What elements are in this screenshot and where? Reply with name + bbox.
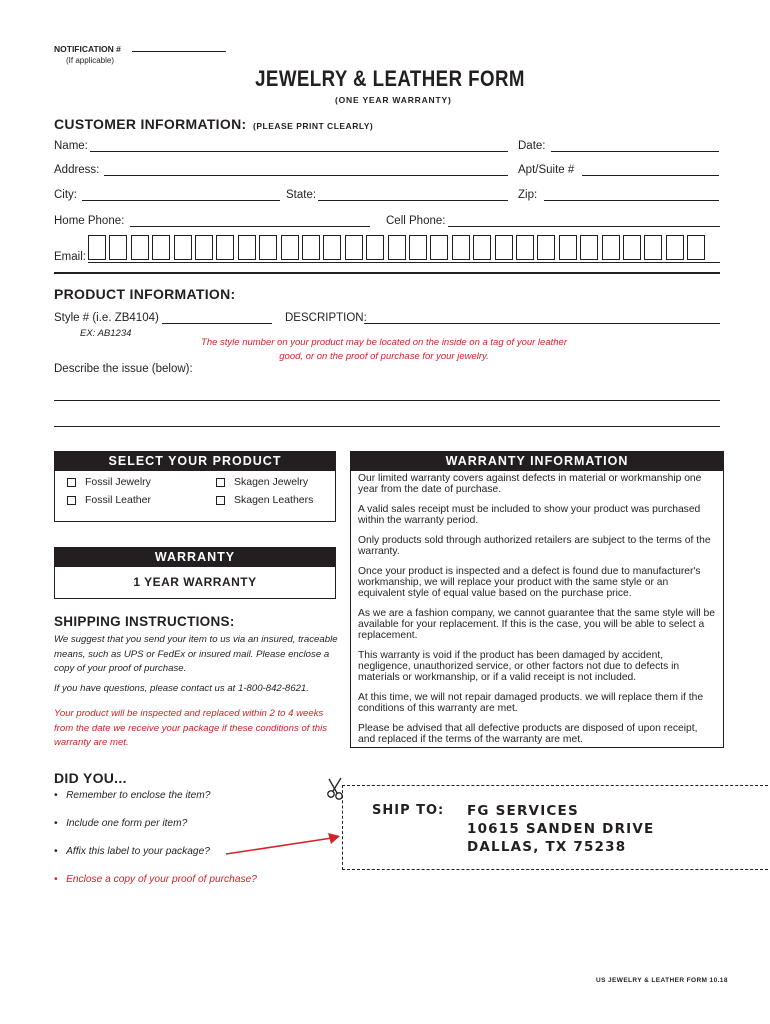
notification-field[interactable] bbox=[132, 51, 226, 52]
email-char-box[interactable] bbox=[452, 235, 470, 260]
select-product-box bbox=[54, 451, 336, 522]
email-char-box[interactable] bbox=[259, 235, 277, 260]
email-char-box[interactable] bbox=[366, 235, 384, 260]
email-char-box[interactable] bbox=[302, 235, 320, 260]
warranty-paragraph: Please be advised that all defective products are disposed of upon receipt, and replaced if the terms of the warranty are met. bbox=[358, 723, 698, 745]
address-field[interactable] bbox=[104, 175, 508, 176]
checkbox-icon[interactable] bbox=[67, 478, 76, 487]
email-char-box[interactable] bbox=[666, 235, 684, 260]
email-char-box[interactable] bbox=[602, 235, 620, 260]
describe-line-2[interactable] bbox=[54, 426, 720, 427]
shipping-heading: SHIPPING INSTRUCTIONS: bbox=[54, 614, 235, 629]
cell-phone-field[interactable] bbox=[448, 226, 720, 227]
apt-field[interactable] bbox=[582, 175, 719, 176]
describe-label: Describe the issue (below): bbox=[54, 363, 193, 375]
ship-to-label: SHIP TO: bbox=[372, 803, 445, 818]
email-char-box[interactable] bbox=[495, 235, 513, 260]
state-label: State: bbox=[286, 189, 317, 201]
email-char-box[interactable] bbox=[537, 235, 555, 260]
email-char-box[interactable] bbox=[409, 235, 427, 260]
warranty-paragraph: As we are a fashion company, we cannot guarantee that the same style will be available for your replacement. If this is the case, you will be able to select a replacement. bbox=[358, 608, 715, 641]
warranty-box bbox=[54, 547, 336, 599]
address-label: Address: bbox=[54, 164, 100, 176]
form-footer: US JEWELRY & LEATHER FORM 10.18 bbox=[596, 977, 728, 984]
email-char-box[interactable] bbox=[174, 235, 192, 260]
did-you-item-4: • Enclose a copy of your proof of purchase? bbox=[54, 874, 257, 885]
email-char-box[interactable] bbox=[323, 235, 341, 260]
city-field[interactable] bbox=[82, 200, 280, 201]
state-field[interactable] bbox=[318, 200, 508, 201]
customer-heading: CUSTOMER INFORMATION: bbox=[54, 116, 247, 132]
zip-field[interactable] bbox=[544, 200, 719, 201]
email-char-box[interactable] bbox=[580, 235, 598, 260]
warranty-paragraph: Only products sold through authorized retailers are subject to the terms of the warranty. bbox=[358, 535, 711, 557]
date-label: Date: bbox=[518, 140, 546, 152]
email-char-box[interactable] bbox=[345, 235, 363, 260]
email-char-box[interactable] bbox=[430, 235, 448, 260]
date-field[interactable] bbox=[551, 151, 719, 152]
checkbox-skagen-leathers[interactable]: Skagen Leathers bbox=[216, 494, 313, 506]
checkbox-icon[interactable] bbox=[216, 496, 225, 505]
shipping-text: We suggest that you send your item to us via an insured, traceable means, such as UPS or FedEx or insured mail. Please enclose a copy of your proof of purchase. bbox=[54, 634, 338, 674]
email-label: Email: bbox=[54, 251, 86, 263]
inspection-text: Your product will be inspected and replaced within 2 to 4 weeks from the date we receive your package if these conditions of this warranty are met. bbox=[54, 708, 328, 748]
contact-text: If you have questions, please contact us at 1-800-842-8621. bbox=[54, 683, 309, 694]
did-you-item-1: • Remember to enclose the item? bbox=[54, 790, 211, 801]
did-you-item-2: • Include one form per item? bbox=[54, 818, 188, 829]
warranty-paragraph: Our limited warranty covers against defects in material or workmanship one year from the date of purchase. bbox=[358, 473, 702, 495]
customer-note: (PLEASE PRINT CLEARLY) bbox=[253, 121, 374, 131]
style-example: EX: AB1234 bbox=[80, 328, 132, 339]
description-field[interactable] bbox=[364, 323, 720, 324]
notification-label: NOTIFICATION # bbox=[54, 44, 121, 54]
did-you-item-3: • Affix this label to your package? bbox=[54, 846, 210, 857]
cell-phone-label: Cell Phone: bbox=[386, 215, 446, 227]
select-product-heading: SELECT YOUR PRODUCT bbox=[55, 452, 335, 471]
did-you-heading: DID YOU... bbox=[54, 770, 127, 786]
style-label: Style # (i.e. ZB4104) bbox=[54, 312, 159, 324]
warranty-paragraph: At this time, we will not repair damaged products. we will replace them if the conditions of this warranty are met. bbox=[358, 692, 704, 714]
email-char-box[interactable] bbox=[216, 235, 234, 260]
city-label: City: bbox=[54, 189, 77, 201]
style-field[interactable] bbox=[162, 323, 272, 324]
name-field[interactable] bbox=[90, 151, 508, 152]
checkbox-fossil-leather[interactable]: Fossil Leather bbox=[67, 494, 151, 506]
warranty-info-heading: WARRANTY INFORMATION bbox=[351, 452, 723, 471]
email-char-box[interactable] bbox=[623, 235, 641, 260]
product-heading: PRODUCT INFORMATION: bbox=[54, 286, 236, 302]
apt-label: Apt/Suite # bbox=[518, 164, 575, 176]
email-char-box[interactable] bbox=[559, 235, 577, 260]
checkbox-skagen-jewelry[interactable]: Skagen Jewelry bbox=[216, 476, 308, 488]
email-char-box[interactable] bbox=[109, 235, 127, 260]
home-phone-field[interactable] bbox=[130, 226, 370, 227]
warranty-heading: WARRANTY bbox=[55, 548, 335, 567]
warranty-value: 1 YEAR WARRANTY bbox=[133, 575, 257, 589]
checkbox-icon[interactable] bbox=[216, 478, 225, 487]
name-label: Name: bbox=[54, 140, 88, 152]
email-underline bbox=[88, 262, 720, 263]
email-boxes[interactable] bbox=[88, 235, 710, 262]
email-char-box[interactable] bbox=[516, 235, 534, 260]
warranty-info-box bbox=[350, 451, 724, 748]
email-char-box[interactable] bbox=[195, 235, 213, 260]
email-char-box[interactable] bbox=[131, 235, 149, 260]
email-char-box[interactable] bbox=[238, 235, 256, 260]
checkbox-fossil-jewelry[interactable]: Fossil Jewelry bbox=[67, 476, 151, 488]
email-char-box[interactable] bbox=[687, 235, 705, 260]
notification-sub: (If applicable) bbox=[66, 56, 115, 65]
email-char-box[interactable] bbox=[644, 235, 662, 260]
ship-to-address: FG SERVICES 10615 SANDEN DRIVE DALLAS, TX 75238 bbox=[467, 803, 655, 855]
style-number-note: The style number on your product may be located on the inside on a tag of your leather good, or on the proof of purchase for your jewelry. bbox=[201, 337, 567, 362]
email-char-box[interactable] bbox=[473, 235, 491, 260]
form-title: JEWELRY & LEATHER FORM bbox=[255, 66, 525, 91]
describe-line-1[interactable] bbox=[54, 400, 720, 401]
section-divider bbox=[54, 272, 720, 274]
zip-label: Zip: bbox=[518, 189, 538, 201]
home-phone-label: Home Phone: bbox=[54, 215, 125, 227]
email-char-box[interactable] bbox=[88, 235, 106, 260]
warranty-paragraph: This warranty is void if the product has been damaged by accident, negligence, unauthorized service, or other factors not due to defects in materials or workmanship, or if a valid receipt is not included. bbox=[358, 650, 680, 683]
arrow-icon bbox=[224, 830, 344, 860]
email-char-box[interactable] bbox=[152, 235, 170, 260]
warranty-info-text bbox=[351, 471, 723, 745]
checkbox-icon[interactable] bbox=[67, 496, 76, 505]
form-subtitle: (ONE YEAR WARRANTY) bbox=[335, 95, 452, 105]
warranty-paragraph: Once your product is inspected and a defect is found due to manufacturer's workmanship, we will replace your product with the same style or an equivalent style of equal value based on the purchase price. bbox=[358, 566, 701, 599]
email-char-box[interactable] bbox=[281, 235, 299, 260]
email-char-box[interactable] bbox=[388, 235, 406, 260]
description-label: DESCRIPTION: bbox=[285, 312, 367, 324]
warranty-paragraph: A valid sales receipt must be included to show your product was purchased within the warranty period. bbox=[358, 504, 701, 526]
